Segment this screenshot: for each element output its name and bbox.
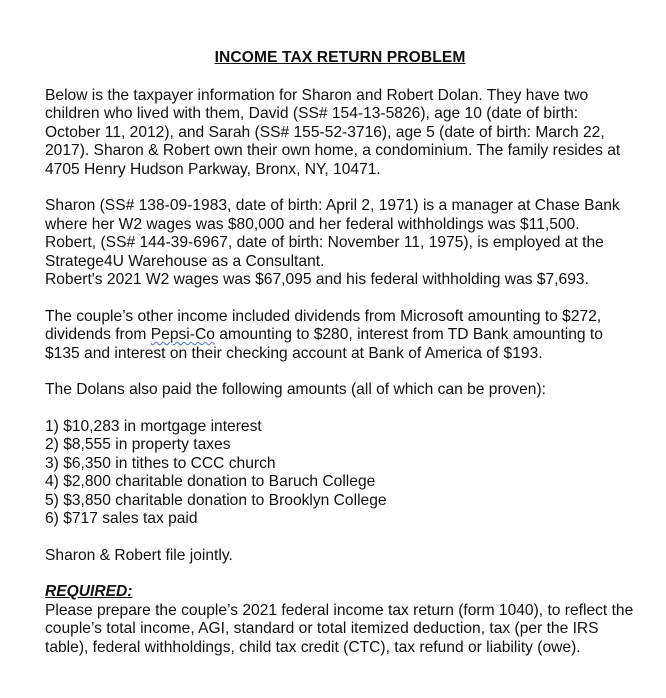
document-title: INCOME TAX RETURN PROBLEM — [214, 49, 466, 66]
employment-paragraph — [45, 197, 635, 290]
document-page — [45, 49, 635, 657]
list-item: 5) $3,850 charitable donation to Brooklyn College — [45, 491, 387, 509]
filing-status: Sharon & Robert file jointly. — [45, 546, 233, 564]
sharon-paragraph: Sharon (SS# 138-09-1983, date of birth: April 2, 1971) is a manager at Chase Bank where her W2 wages was $80,000 and her federal withholdings was $11,500. Robert, (SS# 144-39-6967, date of birth: November 11, 1975), is employed at the Stratege4U Warehouse as a Consultant. — [45, 197, 620, 270]
required-text: Please prepare the couple’s 2021 federal income tax return (form 1040), to reflect the couple’s total income, AGI, standard or total itemized deduction, tax (per the IRS table), federal withholdings, child tax credit (CTC), tax refund or liability (owe). — [45, 601, 634, 656]
robert-wages-line: Robert's 2021 W2 wages was $67,095 and his federal withholding was $7,693. — [45, 271, 589, 288]
paid-intro: The Dolans also paid the following amounts (all of which can be proven): — [45, 381, 547, 398]
list-item: 2) $8,555 in property taxes — [45, 436, 231, 453]
list-item: 4) $2,800 charitable donation to Baruch College — [45, 473, 376, 490]
other-income-paragraph — [45, 308, 635, 364]
paid-items-list — [45, 418, 635, 529]
other-income-after: amounting to $280, interest from TD Bank amounting to $135 and interest on their checking account at Bank of America of $193. — [45, 326, 603, 362]
spellcheck-flagged-word: Pepsi-Co — [150, 326, 215, 343]
required-section — [45, 583, 635, 657]
intro-paragraph: Below is the taxpayer information for Sharon and Robert Dolan. They have two children who lived with them, David (SS# 154-13-5826), age 10 (date of birth: October 11, 2012), and Sarah (SS# 155-52-3716), age 5 (date of birth: March 22, 2017). Sharon & Robert own their own home, a condominium. The family resides at 4705 Henry Hudson Parkway, Bronx, NY, 10471. — [45, 86, 621, 178]
list-item: 6) $717 sales tax paid — [45, 510, 198, 527]
required-heading: REQUIRED: — [45, 583, 133, 600]
list-item: 3) $6,350 in tithes to CCC church — [45, 454, 276, 472]
other-income-before: The couple’s other income included dividends from Microsoft amounting to $272, dividends from — [45, 307, 602, 343]
list-item: 1) $10,283 in mortgage interest — [45, 417, 262, 435]
